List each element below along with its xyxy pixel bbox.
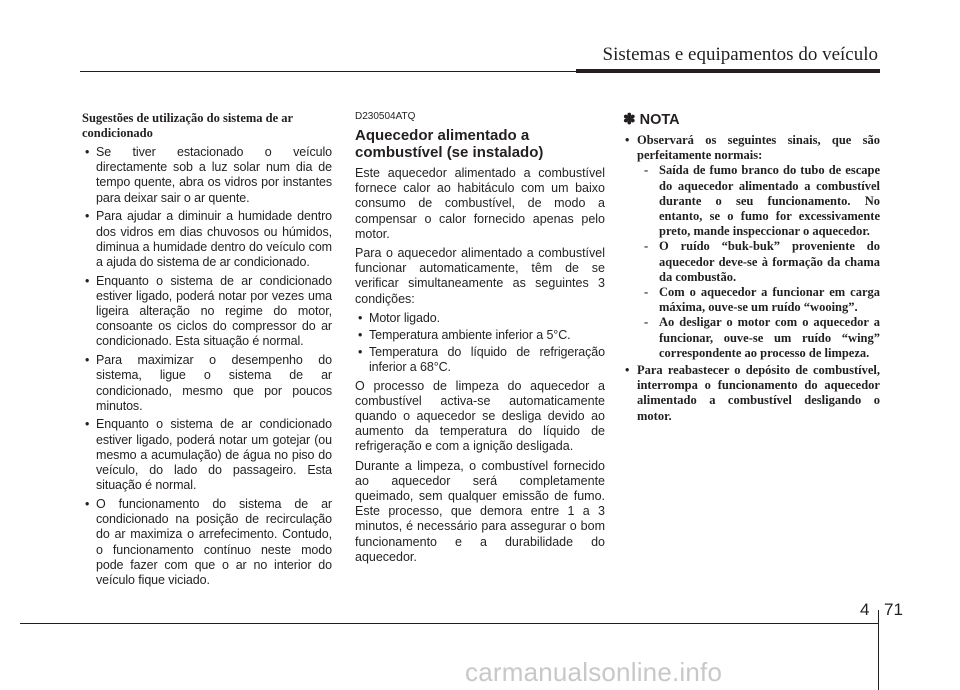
tips-heading: Sugestões de utilização do sistema de ar condicionado — [82, 111, 293, 140]
heater-title: Aquecedor alimentado a combustível (se instalado) — [355, 127, 544, 161]
list-item: • Temperatura ambiente inferior a 5°C. — [355, 328, 605, 343]
list-item: • Para reabastecer o depósito de combustível, interrompa o funcionamento do aquecedor alimentado a combustível desligando o motor. — [623, 363, 880, 424]
section-title: Sistemas e equipamentos do veículo — [602, 44, 878, 65]
note-heading — [623, 111, 880, 129]
footer-divider — [878, 610, 879, 690]
list-item: - O ruído “buk-buk” proveniente do aquecedor deve-se à formação da chama da combustão. — [637, 239, 880, 285]
list-item: • Para maximizar o desempenho do sistema, ligue o sistema de ar condicionado, mesmo que por poucos minutos. — [82, 353, 332, 414]
chapter-number: 4 — [860, 600, 870, 619]
header-rule-accent — [576, 69, 880, 73]
list-item: • Enquanto o sistema de ar condicionado estiver ligado, poderá notar por vezes uma ligeira alteração no regime do motor, consoante os ciclos do compressor do ar condicionado. Esta situação é normal. — [82, 274, 332, 350]
asterisk-icon: ✽ — [623, 111, 636, 128]
paragraph: O processo de limpeza do aquecedor a combustível activa-se automaticamente quando o aquecedor se desliga devido ao aumento da temperatura do líquido de refrigeração e com a ignição desligada. — [355, 378, 605, 454]
list-item: - Ao desligar o motor com o aquecedor a funcionar, ouve-se um ruído “wing” correspondente ao processo de limpeza. — [637, 315, 880, 361]
page-number: 71 — [884, 600, 903, 619]
paragraph: Este aquecedor alimentado a combustível fornece calor ao habitáculo com um baixo consumo de combustível, de modo a compensar o calor fornecido apenas pelo motor. — [355, 166, 605, 241]
note-intro: Observará os seguintes sinais, que são perfeitamente normais: — [637, 133, 880, 163]
column-middle — [355, 111, 605, 569]
column-right — [623, 111, 880, 426]
list-item: - Com o aquecedor a funcionar em carga máxima, ouve-se um ruído “wooing”. — [637, 285, 880, 315]
note-title: NOTA — [639, 112, 680, 128]
note-list — [623, 133, 880, 424]
paragraph: Para o aquecedor alimentado a combustível funcionar automaticamente, têm de se verificar simultaneamente as seguintes 3 condições: — [355, 246, 605, 306]
watermark: carmanualsonline.info — [465, 657, 723, 687]
column-left — [82, 111, 332, 592]
paragraph: Durante a limpeza, o combustível fornecido ao aquecedor será completamente queimado, sem qualquer emissão de fumo. Este processo, que demora entre 1 a 3 minutos, é necessário para assegurar o bom funcionamento e a durabilidade do aquecedor. — [355, 458, 605, 564]
list-item: • Enquanto o sistema de ar condicionado estiver ligado, poderá notar um gotejar (ou mesmo a acumulação) de água no piso do veículo, do lado do passageiro. Esta situação é normal. — [82, 417, 332, 493]
signs-list — [637, 163, 880, 361]
tips-list — [82, 145, 332, 588]
list-item: • Se tiver estacionado o veículo directamente sob a luz solar num dia de tempo quente, abra os vidros por instantes para deixar sair o ar quente. — [82, 145, 332, 206]
section-code: D230504ATQ — [355, 111, 416, 122]
list-item: - Saída de fumo branco do tubo de escape do aquecedor alimentado a combustível durante o seu funcionamento. No entanto, se o fumo for excessivamente preto, mande inspeccionar o aquecedor. — [637, 163, 880, 239]
footer-rule — [20, 623, 878, 624]
list-item: • Temperatura do líquido de refrigeração inferior a 68°C. — [355, 345, 605, 375]
list-item — [623, 133, 880, 361]
conditions-list — [355, 311, 605, 376]
list-item: • Motor ligado. — [355, 311, 605, 326]
list-item: • O funcionamento do sistema de ar condicionado na posição de recirculação do ar maximiza o arrefecimento. Contudo, o funcionamento contínuo neste modo pode fazer com que o ar no interior do veículo fique viciado. — [82, 497, 332, 588]
list-item: • Para ajudar a diminuir a humidade dentro dos vidros em dias chuvosos ou húmidos, diminua a humidade dentro do veículo com a ajuda do sistema de ar condicionado. — [82, 209, 332, 270]
